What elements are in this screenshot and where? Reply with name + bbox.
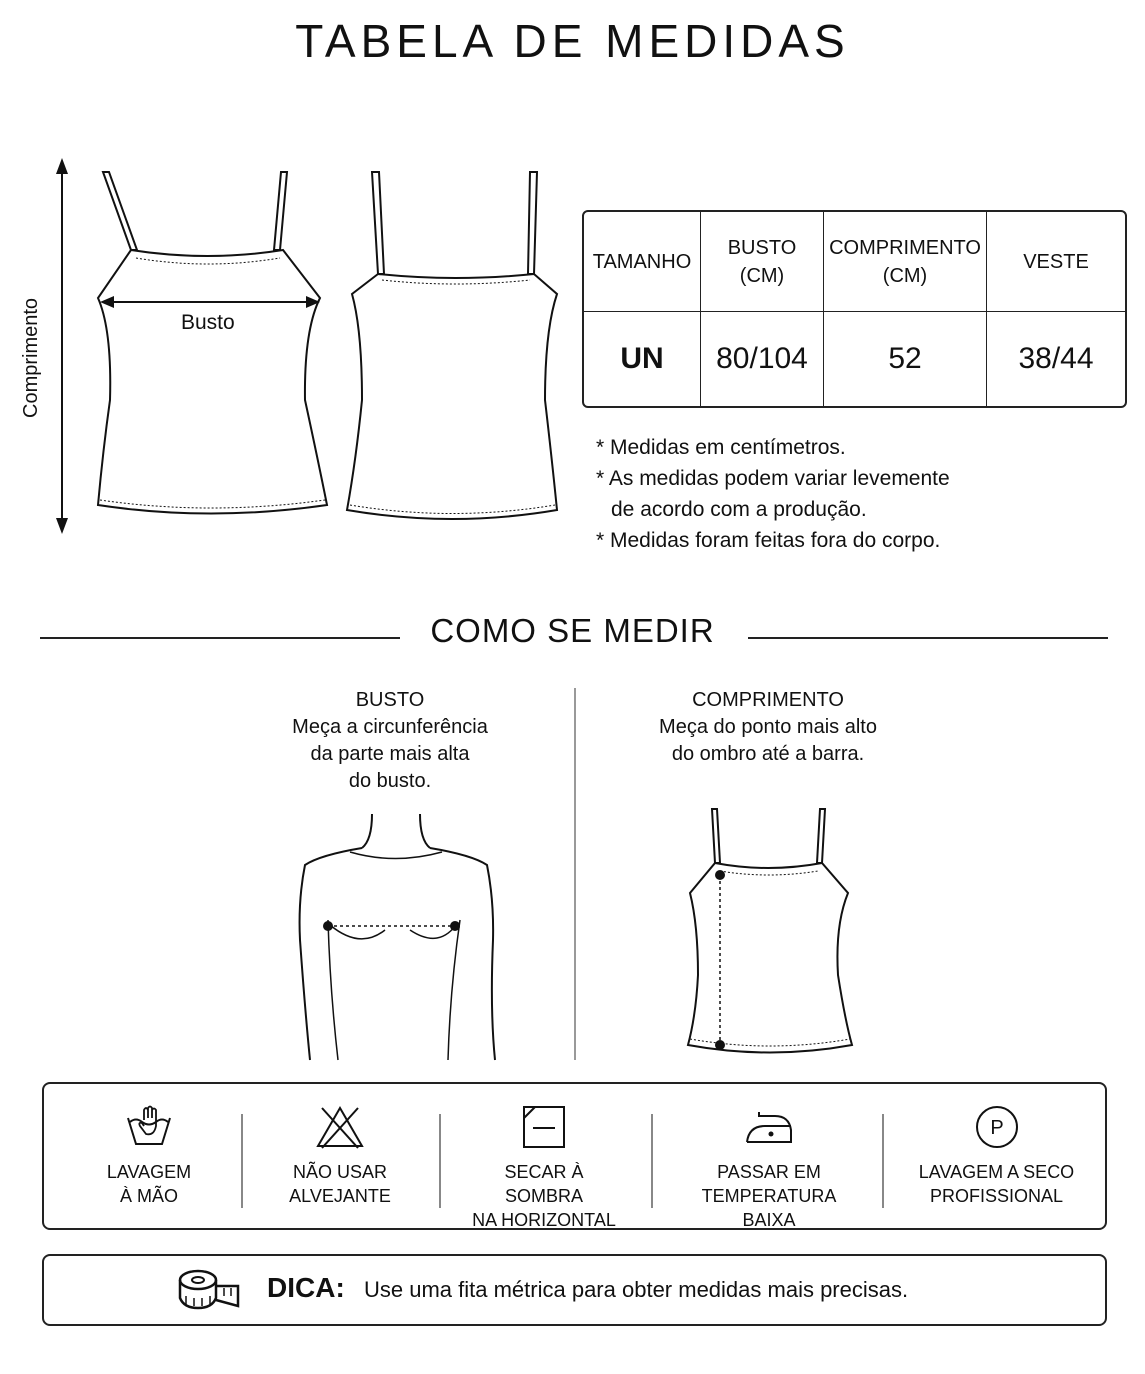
tip-box [42,1254,1107,1326]
header-veste: VESTE [987,212,1125,312]
length-label: Comprimento [20,297,42,418]
care-divider [439,1114,441,1208]
care-divider [651,1114,653,1208]
bust-heading: BUSTO [355,689,425,711]
bust-arrow [100,296,320,308]
length-arrow [56,158,68,534]
front-tank-top [98,172,327,514]
tank-top-length-illustration [680,805,860,1065]
note-line: * Medidas em centímetros. [596,436,846,459]
tip-label: DICA: [267,1272,345,1303]
notes [596,432,950,556]
back-tank-top [347,172,557,519]
tank-top-diagram [0,150,580,550]
section-title: COMO SE MEDIR [430,612,715,649]
table-row [584,312,1125,406]
table-header-row [584,212,1125,312]
instruction-line: do busto. [348,770,432,792]
bust-label: Busto [181,311,235,334]
cell-bust: 80/104 [701,312,824,406]
body-bust-illustration [290,810,510,1065]
bust-instructions [240,687,540,795]
tip-text: Use uma fita métrica para obter medidas mais precisas. [364,1277,909,1302]
care-item-iron: PASSAR EM TEMPERATURA BAIXA [674,1104,864,1232]
care-divider [241,1114,243,1208]
instruction-line: do ombro até a barra. [671,743,865,765]
instruction-line: Meça do ponto mais alto [659,716,877,738]
tape-measure-icon [176,1266,242,1314]
no-bleach-icon [314,1104,366,1150]
care-divider [882,1114,884,1208]
note-line: de acordo com a produção. [611,498,867,521]
header-comprimento: COMPRIMENTO (CM) [824,212,987,312]
shade-dry-flat-icon [521,1104,567,1150]
note-line: * Medidas foram feitas fora do corpo. [596,529,941,552]
instruction-line: da parte mais alta [310,743,470,765]
header-tamanho: TAMANHO [584,212,701,312]
length-heading: COMPRIMENTO [692,689,844,711]
cell-size: UN [584,312,701,406]
note-line: * As medidas podem variar levemente [596,467,950,490]
care-instructions [42,1082,1107,1230]
cell-veste: 38/44 [1018,342,1094,375]
length-instructions [618,687,918,768]
vertical-divider [574,688,576,1060]
hand-wash-icon [124,1104,174,1150]
care-item-dry-clean: P LAVAGEM A SECO PROFISSIONAL [914,1104,1079,1208]
page-title: TABELA DE MEDIDAS [295,15,850,67]
care-item-no-bleach: NÃO USAR ALVEJANTE [270,1104,410,1208]
dry-clean-p-icon [973,1104,1021,1150]
care-item-hand-wash: LAVAGEM À MÃO [74,1104,224,1208]
cell-length: 52 [824,312,987,406]
instruction-line: Meça a circunferência [292,716,488,738]
care-item-shade-dry: SECAR À SOMBRA NA HORIZONTAL [464,1104,624,1232]
iron-low-icon [741,1104,797,1150]
svg-text:P: P [989,1117,1004,1139]
size-table [582,210,1127,408]
header-busto: BUSTO (CM) [701,212,824,312]
